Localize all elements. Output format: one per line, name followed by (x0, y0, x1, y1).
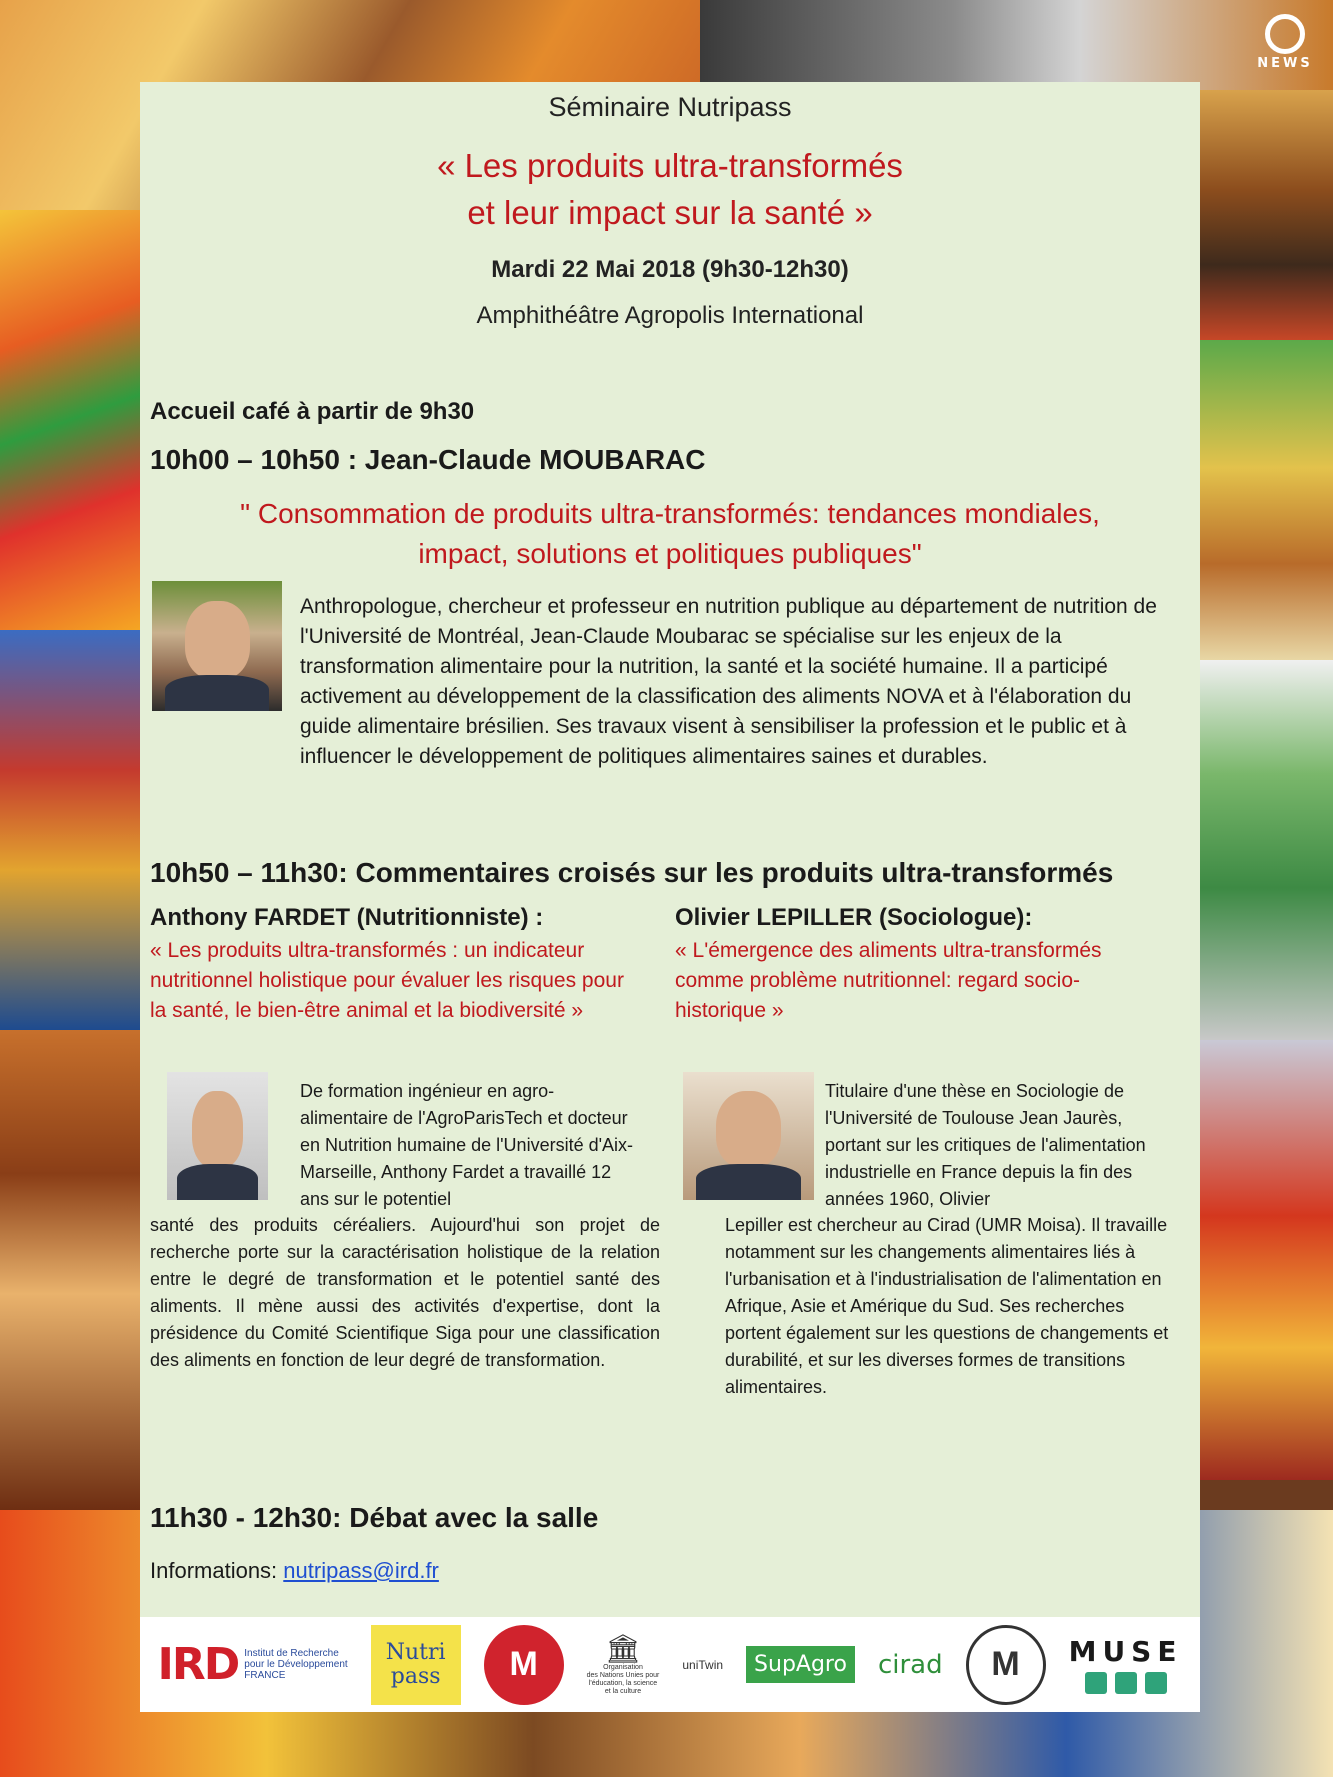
session1-heading: 10h00 – 10h50 : Jean-Claude MOUBARAC (150, 444, 706, 475)
main-title-line2: et leur impact sur la santé » (467, 194, 873, 231)
muse-logo-text: MUSE (1068, 1635, 1183, 1668)
globe-icon (1265, 14, 1305, 54)
speaker-bio-fardet-part1: De formation ingénieur en agro-alimentaire de l'AgroParisTech et docteur en Nutrition humaine de l'Université d'Aix-Marseille, Anthony Fardet a travaillé 12 ans sur le potentiel (300, 1081, 634, 1209)
talk-title-lepiller: « L'émergence des aliments ultra-transformés comme problème nutritionnel: regard socio-historique » (675, 939, 1102, 1022)
contact-email-link[interactable]: nutripass@ird.fr (283, 1558, 439, 1583)
welcome-note: Accueil café à partir de 9h30 (150, 398, 475, 425)
speaker-bio-lepiller-part2: Lepiller est chercheur au Cirad (UMR Moisa). Il travaille notamment sur les changements alimentaires liés à l'urbanisation et à l'industrialisation de l'alimentation en Afrique, Asie et Amérique du Sud. Ses recherches portent également sur les questions de changements et durabilité, et sur les diverses formes de transitions alimentaires. (725, 1215, 1169, 1397)
collage-photo (1195, 1040, 1333, 1480)
collage-photo (0, 210, 140, 630)
speaker-bio-moubarac: Anthropologue, chercheur et professeur en nutrition publique au département de nutrition de l'Université de Montréal, Jean-Claude Moubarac se spécialise sur les enjeux de la transformation alimentaire pour la nutrition, la santé et la société humaine. Il a participé activement au développement de la classification des aliments NOVA et à l'élaboration du guide alimentaire brésilien. Ses travaux visent à sensibiliser la profession et le public et à influencer le développement de politiques alimentaires saines et durables. (300, 595, 1157, 768)
unitwin-logo (682, 1658, 723, 1672)
unitwin-logo-text: uniTwin (682, 1657, 724, 1672)
nutripass-logo (371, 1625, 461, 1705)
speaker-photo-moubarac (152, 581, 282, 711)
collage-photo (1195, 660, 1333, 1040)
collage-photo (0, 630, 140, 1030)
universite-montpellier-logo: M (484, 1625, 564, 1705)
speaker-photo-lepiller (683, 1072, 814, 1200)
speaker-column-fardet (150, 904, 640, 1026)
unesco-logo (587, 1634, 660, 1696)
collage-photo (1195, 90, 1333, 340)
ird-logo (157, 1639, 347, 1690)
speaker-bio-lepiller-part1: Titulaire d'une thèse en Sociologie de l'Université de Toulouse Jean Jaurès, portant sur les critiques de l'alimentation industrielle en France depuis la fin des années 1960, Olivier (825, 1081, 1146, 1209)
collage-photo (700, 0, 1333, 90)
event-date: Mardi 22 Mai 2018 (9h30-12h30) (491, 256, 849, 283)
universite-montpellier-seal-logo: M (966, 1625, 1046, 1705)
session1-title-line2: impact, solutions et politiques publiques" (418, 538, 922, 569)
speaker-name-fardet: Anthony FARDET (Nutritionniste) : (150, 904, 544, 931)
session1-title-line1: " Consommation de produits ultra-transformés: tendances mondiales, (240, 498, 1100, 529)
supagro-logo: SupAgro (746, 1646, 855, 1683)
speaker-bio-fardet-part2: santé des produits céréaliers. Aujourd'hui son projet de recherche porte sur la caractérisation holistique de la relation entre le degré de transformation et le potentiel santé des aliments. Il mène aussi des activités d'expertise, dont la présidence du Comité Scientifique Siga pour une classification des aliments en fonction de leur degré de transformation. (150, 1215, 660, 1370)
muse-logo (1069, 1635, 1183, 1694)
partner-logos (140, 1617, 1200, 1712)
ird-logo-subtitle: pour le Développement (244, 1659, 348, 1670)
ird-logo-subtitle: Institut de Recherche (244, 1648, 339, 1659)
news-logo (1243, 14, 1327, 71)
talk-title-fardet: « Les produits ultra-transformés : un indicateur nutritionnel holistique pour évaluer les risques pour la santé, le bien-être animal et la biodiversité » (150, 939, 624, 1022)
news-logo-text: NEWS (1257, 56, 1313, 71)
nutripass-logo-text: pass (390, 1663, 441, 1689)
ird-logo-text: IRD (157, 1639, 239, 1690)
speaker-name-lepiller: Olivier LEPILLER (Sociologue): (675, 904, 1033, 931)
temple-icon: 🏛 (605, 1632, 641, 1664)
cirad-logo: cirad (877, 1649, 943, 1680)
main-title-line1: « Les produits ultra-transformés (437, 147, 903, 184)
event-venue: Amphithéâtre Agropolis International (476, 302, 864, 329)
nutripass-logo-text: Nutri (385, 1639, 446, 1665)
unesco-logo-text: Organisation (603, 1663, 643, 1671)
contact-label: Informations: (150, 1558, 284, 1583)
ird-logo-subtitle: FRANCE (244, 1670, 286, 1681)
session2-heading: 10h50 – 11h30: Commentaires croisés sur les produits ultra-transformés (150, 857, 1114, 888)
contact-info (150, 1558, 439, 1584)
session3-heading: 11h30 - 12h30: Débat avec la salle (150, 1502, 599, 1533)
seminar-title: Séminaire Nutripass (548, 92, 792, 122)
speaker-photo-fardet (167, 1072, 268, 1200)
collage-photo (0, 1030, 140, 1510)
program-panel (140, 82, 1200, 1617)
session1-talk-title (170, 494, 1170, 574)
collage-photo (1195, 340, 1333, 660)
unesco-logo-text: des Nations Unies pour (586, 1671, 660, 1679)
unesco-logo-text: l'éducation, la science (588, 1679, 658, 1687)
unesco-logo-text: et la culture (604, 1687, 642, 1695)
main-title (140, 142, 1200, 236)
speaker-column-lepiller (675, 904, 1165, 1026)
